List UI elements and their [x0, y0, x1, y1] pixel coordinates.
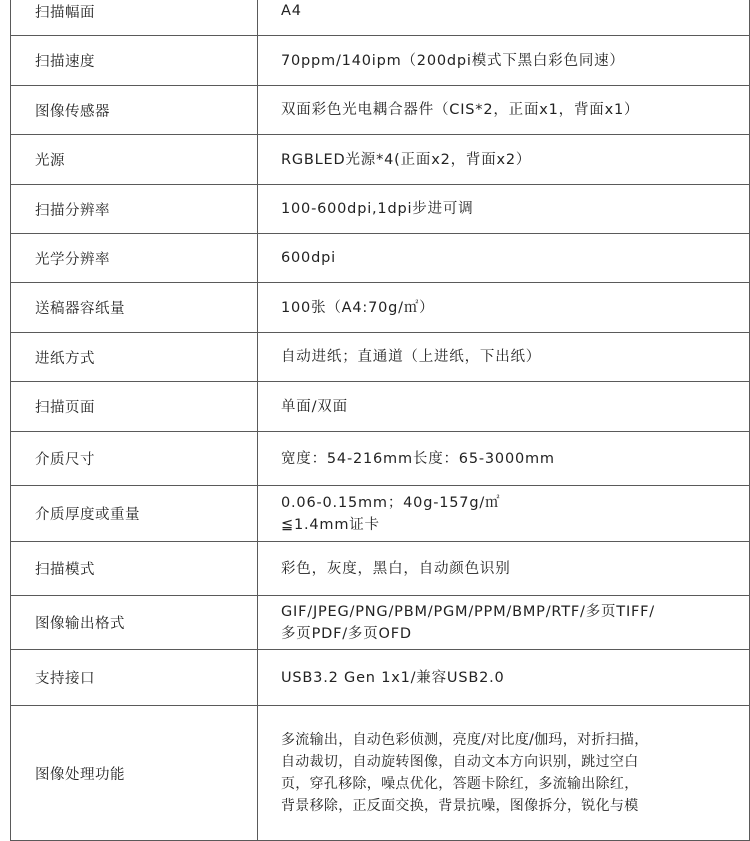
row-label: 扫描速度 — [11, 36, 258, 86]
row-value: 宽度：54-216mm长度：65-3000mm — [258, 432, 750, 486]
table-row — [11, 86, 750, 135]
row-label: 光源 — [11, 135, 258, 185]
table-row — [11, 283, 750, 333]
row-label: 图像输出格式 — [11, 596, 258, 650]
table-row — [11, 0, 750, 36]
row-label: 支持接口 — [11, 650, 258, 706]
row-label: 扫描幅面 — [11, 0, 258, 36]
table-row — [11, 542, 750, 596]
row-value: A4 — [258, 0, 750, 36]
row-label: 介质厚度或重量 — [11, 486, 258, 542]
row-value: RGBLED光源*4(正面x2，背面x2） — [258, 135, 750, 185]
row-value: 彩色，灰度，黑白，自动颜色识别 — [258, 542, 750, 596]
row-value: 100-600dpi,1dpi步进可调 — [258, 185, 750, 234]
table-row — [11, 596, 750, 650]
table-row — [11, 650, 750, 706]
row-label: 扫描页面 — [11, 382, 258, 432]
row-value: 600dpi — [258, 234, 750, 283]
table-row — [11, 234, 750, 283]
row-value: 0.06-0.15mm；40g-157g/㎡ ≦1.4mm证卡 — [258, 486, 750, 542]
row-value: 单面/双面 — [258, 382, 750, 432]
row-value: USB3.2 Gen 1x1/兼容USB2.0 — [258, 650, 750, 706]
row-value: 70ppm/140ipm（200dpi模式下黑白彩色同速） — [258, 36, 750, 86]
table-row — [11, 185, 750, 234]
table-row — [11, 382, 750, 432]
row-label: 介质尺寸 — [11, 432, 258, 486]
row-value: 100张（A4:70g/㎡） — [258, 283, 750, 333]
row-label: 光学分辨率 — [11, 234, 258, 283]
table-row — [11, 135, 750, 185]
row-label: 图像传感器 — [11, 86, 258, 135]
row-label: 进纸方式 — [11, 333, 258, 382]
row-value: GIF/JPEG/PNG/PBM/PGM/PPM/BMP/RTF/多页TIFF/ 多页PDF/多页OFD — [258, 596, 750, 650]
row-label: 图像处理功能 — [11, 706, 258, 841]
row-label: 扫描分辨率 — [11, 185, 258, 234]
table-row — [11, 36, 750, 86]
row-label: 扫描模式 — [11, 542, 258, 596]
row-label: 送稿器容纸量 — [11, 283, 258, 333]
row-value: 多流输出，自动色彩侦测，亮度/对比度/伽玛，对折扫描， 自动裁切，自动旋转图像，自动文本方向识别，跳过空白 页，穿孔移除，噪点优化，答题卡除红，多流输出除红， 背景移除，正反面交换，背景抗噪，图像拆分，锐化与模 — [258, 706, 750, 841]
row-value: 双面彩色光电耦合器件（CIS*2，正面x1，背面x1） — [258, 86, 750, 135]
table-row — [11, 706, 750, 841]
row-value: 自动进纸；直通道（上进纸，下出纸） — [258, 333, 750, 382]
spec-table — [10, 0, 750, 841]
table-row — [11, 486, 750, 542]
table-row — [11, 432, 750, 486]
table-row — [11, 333, 750, 382]
